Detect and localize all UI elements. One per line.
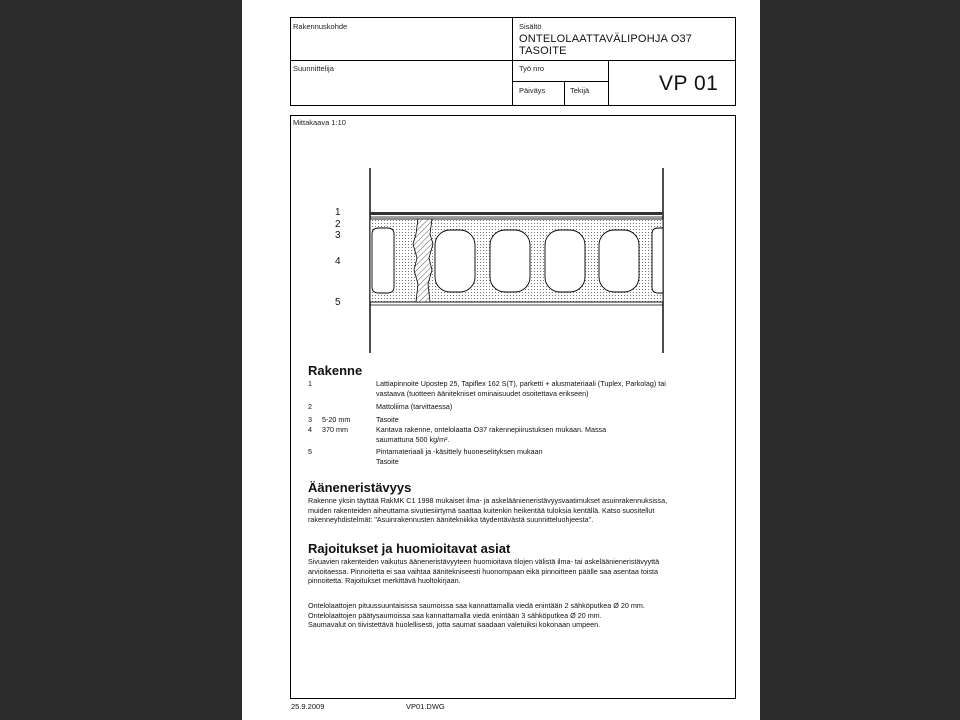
paragraph-line: Ontelolaattojen päätysaumoissa saa kannattamalla viedä enintään 3 sähköputkea Ø 20 mm.	[308, 610, 602, 620]
row-desc: Kantava rakenne, ontelolaatta O37 rakennepiirustuksen mukaan. Massa	[376, 425, 607, 434]
paragraph-line: Ontelolaattojen pituussuuntaisissa saumoissa saa kannattamalla viedä enintään 2 sähköputkea Ø 20 mm.	[308, 601, 645, 610]
row-thickness: 5-20 mm	[322, 415, 351, 424]
suunnittelija-label: Suunnittelija	[293, 64, 334, 73]
frame-top	[290, 115, 736, 116]
scale-label: Mittakaava 1:10	[293, 118, 346, 127]
paragraph-line: rakenneyhdistelmät: "Asuinrakennusten äänitekniikka täydentävästä suunnitteluohjeesta".	[308, 515, 594, 525]
core-1	[435, 230, 475, 292]
title-line-1: ONTELOLAATTAVÄLIPOHJA O37	[519, 33, 693, 45]
paragraph-line: Sivuavien rakenteiden vaikutus ääneneristävyyteen huomioitava tilojen välistä ilma- tai askeläänieneristävyyttä	[308, 557, 660, 566]
core-3	[545, 230, 585, 292]
row-num: 5	[308, 447, 312, 456]
paragraph-line: arvioitaessa. Pinnoitetta ei saa vaihtaa äänitekniseesti huonompaan eikä pinnoitteen päälle saa asentaa toista	[308, 566, 659, 576]
row-desc: Mattoliima (tarvittaessa)	[376, 402, 453, 411]
row-thickness: 370 mm	[322, 425, 348, 434]
rakenne-table	[308, 379, 738, 469]
layer-number: 4	[335, 256, 341, 267]
aaneneristavyys-heading: Ääneneristävyys	[308, 480, 412, 495]
paragraph-line: Rakenne yksin täyttää RakMK C1 1998 mukaiset ilma- ja askeläänieneristävyysvaatimukset asuinrakennuksissa,	[308, 496, 668, 505]
frame-left	[290, 115, 291, 699]
tekija-label: Tekijä	[570, 86, 590, 95]
drawing-id: VP 01	[659, 72, 719, 95]
layer-number-list	[335, 207, 341, 242]
core-4	[599, 230, 639, 292]
row-desc: Tasoite	[376, 415, 399, 424]
core-2	[490, 230, 530, 292]
row-desc: Tasoite	[376, 456, 399, 466]
rakennuskohde-label: Rakennuskohde	[293, 22, 348, 31]
table-row	[308, 415, 738, 425]
document-page	[242, 0, 760, 720]
layer-number: 2	[335, 218, 341, 230]
core-partial	[372, 228, 394, 293]
footer-date: 25.9.2009	[291, 702, 325, 711]
rajoitukset-para-1	[308, 557, 738, 586]
table-row	[308, 379, 738, 399]
row-num: 4	[308, 425, 312, 434]
row-num: 1	[308, 379, 312, 388]
layer-number: 1	[335, 207, 341, 218]
paivays-label: Päiväys	[519, 86, 546, 95]
aaneneristavyys-text	[308, 496, 738, 525]
slab-section-drawing	[332, 168, 672, 358]
row-desc: vastaava (tuotteen äänitekniset ominaisuudet osoitettava erikseen)	[376, 388, 589, 398]
row-desc: saumattuna 500 kg/m².	[376, 434, 450, 444]
rakenne-heading: Rakenne	[308, 363, 363, 378]
paragraph-line: Saumavalut on tiivistettävä huolellisesti, jotta saumat saadaan valetuiksi kokonaan umpeen.	[308, 620, 601, 630]
table-row	[308, 425, 738, 447]
table-row	[308, 447, 738, 469]
sisalto-label: Sisältö	[519, 22, 542, 31]
row-num: 3	[308, 415, 312, 424]
floor-covering-layer	[370, 212, 663, 215]
frame-bottom	[290, 698, 736, 699]
core-edge	[652, 228, 663, 293]
paragraph-line: muiden rakenteiden aiheuttama sivutiesiirtymä saattaa kuitenkin heikentää tuloksia kentällä. Katso suositellut	[308, 505, 655, 515]
title-line-2: TASOITE	[519, 45, 567, 57]
rajoitukset-para-2	[308, 601, 738, 630]
paragraph-line: pinnoitetta. Rajoitukset merkittävä huoltokirjaan.	[308, 576, 461, 586]
layer-number: 5	[335, 297, 341, 308]
layer-number: 3	[335, 230, 341, 241]
row-desc: Pintamateriaali ja -käsittely huoneselityksen mukaan	[376, 447, 543, 456]
tyo-nro-label: Työ nro	[519, 64, 545, 73]
row-num: 2	[308, 402, 312, 411]
rajoitukset-heading: Rajoitukset ja huomioitavat asiat	[308, 541, 511, 556]
footer-file: VP01.DWG	[406, 702, 445, 711]
row-desc: Lattiapinnoite Upostep 25, Tapiflex 162 S(T), parketti + alusmateriaali (Tuplex, Parkolag) tai	[376, 379, 666, 388]
